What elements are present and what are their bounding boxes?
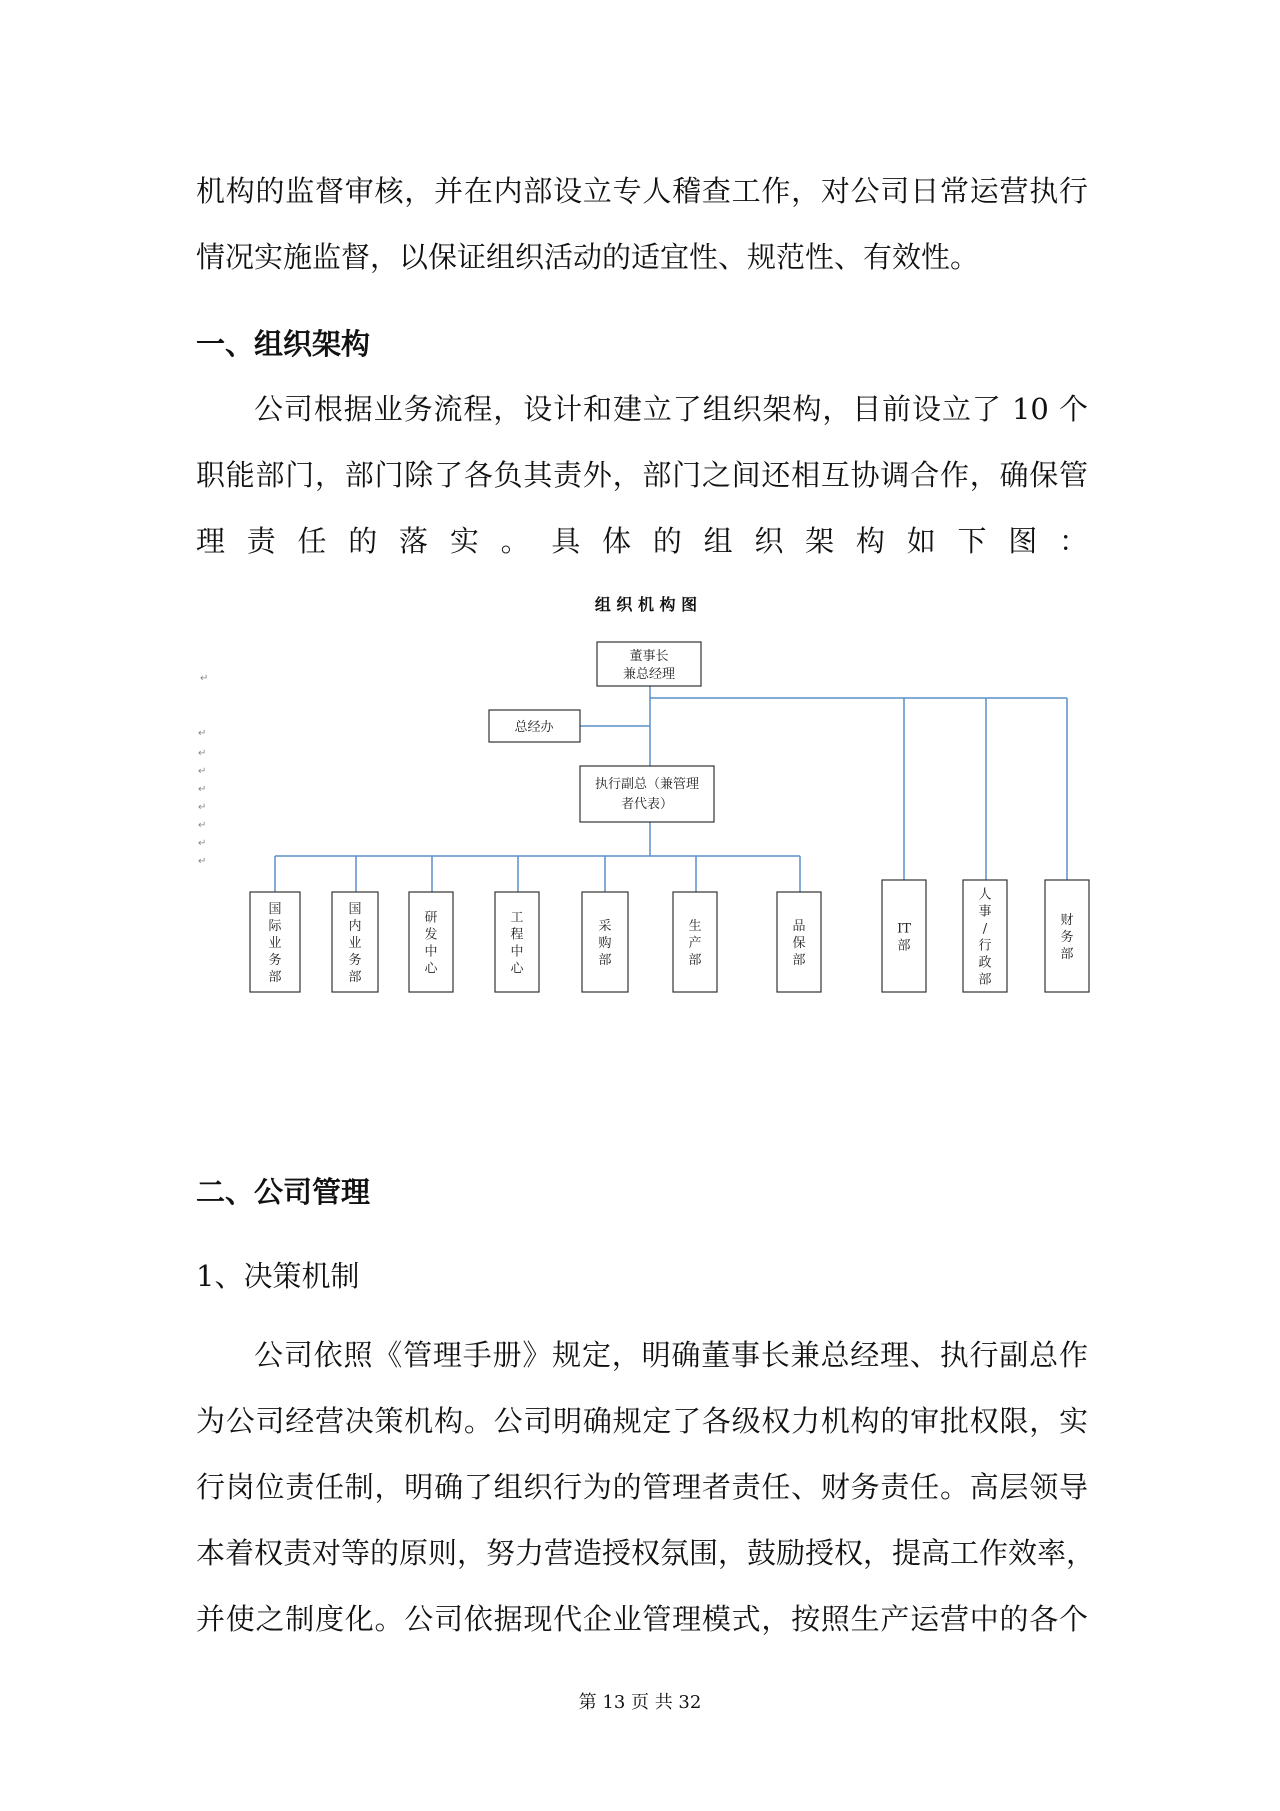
svg-text:↵: ↵ xyxy=(198,838,207,849)
text-line: 机构的监督审核，并在内部设立专人稽查工作，对公司日常运营执行 xyxy=(196,174,1088,208)
department-label-char: 中 xyxy=(424,944,438,960)
org-paragraph xyxy=(196,376,1088,574)
executive-vp-label-line1: 执行副总（兼管理 xyxy=(594,777,700,792)
department-label-char: IT xyxy=(897,921,911,937)
general-office-box xyxy=(489,710,580,742)
department-label-char: 保 xyxy=(792,936,806,951)
management-paragraph xyxy=(196,1322,1096,1652)
department-label-char: 财 xyxy=(1060,913,1074,928)
subheading-decision-mechanism: 1、决策机制 xyxy=(196,1259,360,1293)
department-label-char: 部 xyxy=(897,938,911,954)
page-number: 第 13 页 共 32 xyxy=(578,1692,702,1713)
org-chart xyxy=(196,586,1096,1006)
chairman-label-line2: 兼总经理 xyxy=(622,667,676,682)
department-box-left-5 xyxy=(673,892,717,992)
department-label-char: 部 xyxy=(792,953,806,968)
department-label-char: 人 xyxy=(978,887,992,903)
text-line: 职能部门，部门除了各负其责外，部门之间还相互协调合作，确保管 xyxy=(196,458,1088,492)
department-label-char: 部 xyxy=(978,972,992,988)
svg-text:↵: ↵ xyxy=(198,820,207,831)
department-box-right-1 xyxy=(963,880,1007,992)
svg-text:↵: ↵ xyxy=(198,802,207,813)
department-box-right-0 xyxy=(882,880,926,992)
intro-paragraph xyxy=(196,158,1088,290)
text-line: 为公司经营决策机构。公司明确规定了各级权力机构的审批权限，实 xyxy=(196,1404,1088,1438)
svg-text:↵: ↵ xyxy=(198,784,207,795)
executive-vp-box xyxy=(580,766,714,822)
department-box-left-3 xyxy=(495,892,539,992)
department-box-left-6 xyxy=(777,892,821,992)
department-box-left-4 xyxy=(582,892,628,992)
department-label-char: 行 xyxy=(978,938,992,954)
department-label-char: 发 xyxy=(424,927,438,943)
department-label-char: 务 xyxy=(348,953,362,968)
department-label-char: 部 xyxy=(598,953,612,968)
department-label-char: 内 xyxy=(348,919,362,934)
department-box-left-0 xyxy=(250,892,300,992)
department-label-char: 业 xyxy=(348,936,362,951)
department-label-char: 采 xyxy=(598,919,612,934)
department-label-char: 政 xyxy=(978,955,992,971)
department-label-char: 务 xyxy=(268,953,282,968)
department-boxes xyxy=(250,880,1089,992)
text-line: 理 责 任 的 落 实 。 具 体 的 组 织 架 构 如 下 图 ： xyxy=(196,524,1088,558)
department-label-char: 产 xyxy=(688,936,702,951)
department-label-char: 务 xyxy=(1060,930,1074,945)
department-label-char: 生 xyxy=(688,919,702,934)
text-line: 公司根据业务流程，设计和建立了组织架构，目前设立了 10 个 xyxy=(254,392,1088,426)
text-line: 情况实施监督，以保证组织活动的适宜性、规范性、有效性。 xyxy=(196,240,980,274)
department-label-char: 事 xyxy=(978,904,992,920)
department-label-char: 研 xyxy=(424,910,438,926)
department-label-char: 际 xyxy=(268,919,282,934)
department-box-right-2 xyxy=(1045,880,1089,992)
department-label-char: 国 xyxy=(348,902,362,917)
svg-text:↵: ↵ xyxy=(198,748,207,759)
chairman-box xyxy=(597,642,701,686)
department-label-char: / xyxy=(982,921,988,937)
text-line: 并使之制度化。公司依据现代企业管理模式，按照生产运营中的各个 xyxy=(196,1602,1088,1636)
department-label-char: 业 xyxy=(268,936,282,951)
svg-text:↵: ↵ xyxy=(200,673,209,684)
org-chart-diagram xyxy=(196,586,1096,1006)
department-label-char: 部 xyxy=(1060,947,1074,962)
department-label-char: 部 xyxy=(348,970,362,985)
department-label-char: 中 xyxy=(510,944,524,960)
paragraph-marks xyxy=(198,673,208,867)
svg-text:↵: ↵ xyxy=(198,856,207,867)
department-label-char: 心 xyxy=(510,961,524,977)
department-label-char: 购 xyxy=(598,936,612,951)
executive-vp-label-line2: 者代表） xyxy=(620,797,674,812)
section-heading-org: 一、组织架构 xyxy=(196,327,371,361)
svg-text:↵: ↵ xyxy=(198,766,207,777)
org-chart-title: 组 织 机 构 图 xyxy=(594,595,698,614)
department-label-char: 程 xyxy=(510,927,524,943)
department-label-char: 部 xyxy=(688,953,702,968)
department-label-char: 国 xyxy=(268,902,282,917)
department-label-char: 品 xyxy=(792,919,806,934)
text-line: 本着权责对等的原则，努力营造授权氛围，鼓励授权，提高工作效率， xyxy=(196,1536,1096,1570)
department-label-char: 部 xyxy=(268,970,282,985)
department-label-char: 工 xyxy=(510,910,524,926)
text-line: 公司依照《管理手册》规定，明确董事长兼总经理、执行副总作 xyxy=(254,1338,1088,1372)
general-office-label: 总经办 xyxy=(514,720,554,735)
department-box-left-2 xyxy=(409,892,453,992)
department-label-char: 心 xyxy=(424,961,438,977)
section-heading-management: 二、公司管理 xyxy=(196,1175,371,1209)
department-box-left-1 xyxy=(332,892,378,992)
chairman-label-line1: 董事长 xyxy=(629,649,669,664)
text-line: 行岗位责任制，明确了组织行为的管理者责任、财务责任。高层领导 xyxy=(196,1470,1088,1504)
svg-text:↵: ↵ xyxy=(198,728,207,739)
